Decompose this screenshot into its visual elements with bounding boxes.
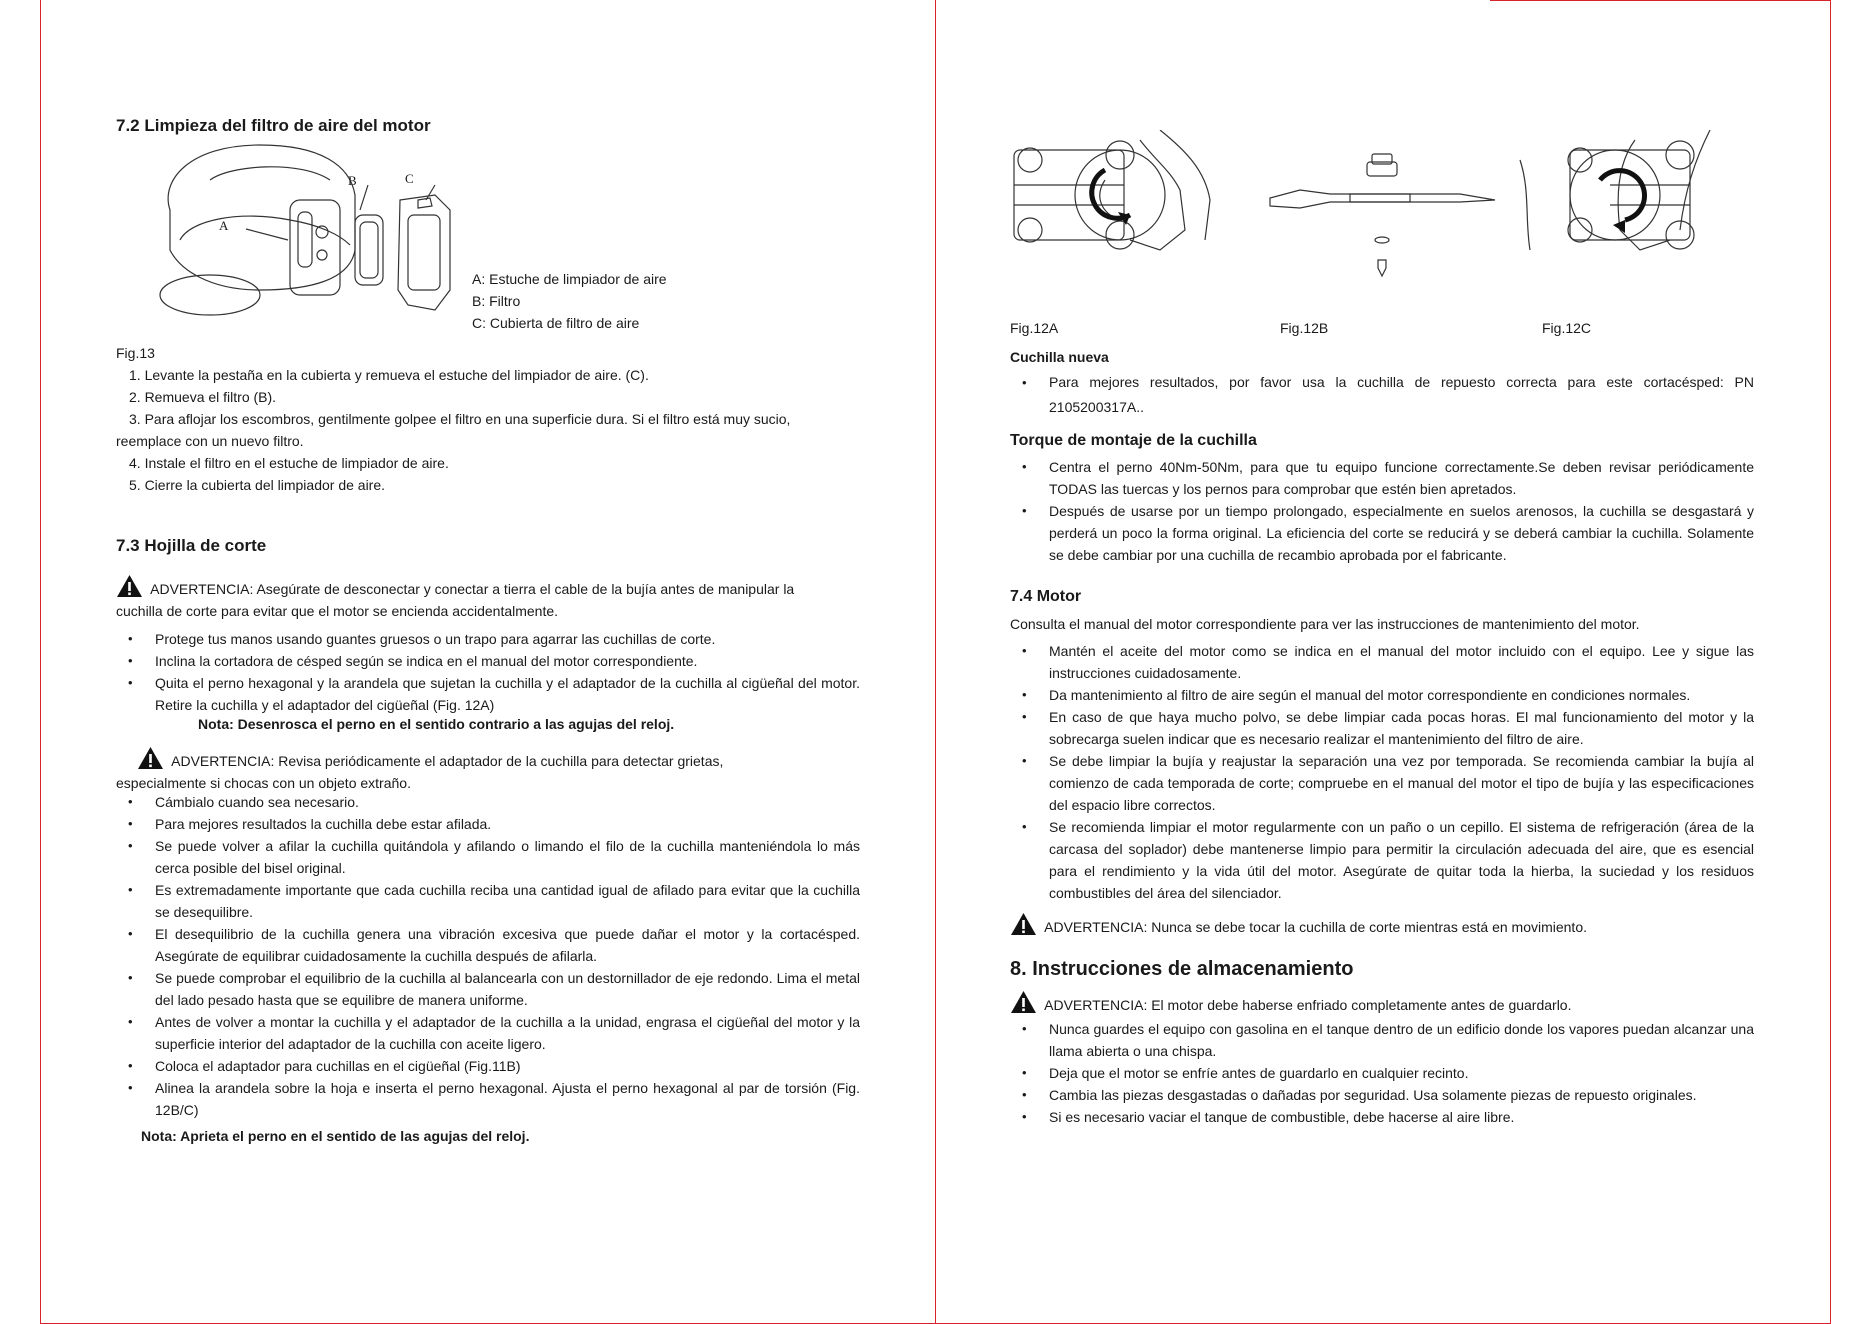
warning-2 bbox=[116, 746, 860, 794]
list-item: • Da mantenimiento al filtro de aire según el manual del motor correspondiente en condiciones normales. bbox=[1010, 684, 1754, 706]
step-3-cont: reemplace con un nuevo filtro. bbox=[116, 433, 304, 449]
fig-12b-illustration bbox=[1260, 150, 1500, 290]
list-item: • Cambia las piezas desgastadas o dañadas por seguridad. Usa solamente piezas de repuesto originales. bbox=[1010, 1084, 1754, 1106]
fig-12a-illustration bbox=[1010, 130, 1250, 260]
list-item: • Se puede comprobar el equilibrio de la cuchilla al balancearla con un destornillador de eje redondo. Lima el metal del lado pesado hasta que se equilibre de manera uniforme. bbox=[116, 967, 860, 1011]
motor-intro: Consulta el manual del motor correspondiente para ver las instrucciones de mantenimiento del motor. bbox=[1010, 616, 1640, 632]
warning-icon bbox=[137, 746, 164, 770]
list-item: • Para mejores resultados la cuchilla debe estar afilada. bbox=[116, 813, 860, 835]
list-item: • Después de usarse por un tiempo prolongado, especialmente en suelos arenosos, la cuchilla se desgastará y perderá un poco la forma original. La eficiencia del corte se reducirá y se deberá cambiar la cuchilla. Solamente se debe cambiar por una cuchilla de recambio aprobada por el fabricante. bbox=[1010, 500, 1754, 566]
caption-a: A: Estuche de limpiador de aire bbox=[472, 271, 667, 287]
warning-icon bbox=[116, 574, 143, 598]
air-filter-figure bbox=[150, 140, 470, 320]
step-1: 1. Levante la pestaña en la cubierta y remueva el estuche del limpiador de aire. (C). bbox=[129, 367, 649, 383]
top-border-line bbox=[1490, 0, 1831, 1]
fig-12c-illustration bbox=[1510, 130, 1750, 260]
list-item: • Se debe limpiar la bujía y reajustar la separación una vez por temporada. Se recomienda cambiar la bujía al comienzo de cada temporada de corte; compruebe en el manual del motor el tipo de bujía y las especificaciones del espacio libre correctos. bbox=[1010, 750, 1754, 816]
step-2: 2. Remueva el filtro (B). bbox=[129, 389, 277, 405]
list-item: • El desequilibrio de la cuchilla genera una vibración excesiva que puede dañar el motor y la cortacésped. Asegúrate de equilibrar cuidadosamente la cuchilla después de afilarla. bbox=[116, 923, 860, 967]
air-filter-steps bbox=[116, 364, 869, 496]
fig-12a-label: Fig.12A bbox=[1010, 320, 1059, 336]
fig-letter-c: C bbox=[405, 171, 414, 186]
list-item: • Quita el perno hexagonal y la arandela que sujetan la cuchilla y el adaptador de la cuchilla al cigüeñal del motor. Retire la cuchilla y el adaptador del cigüeñal (Fig. 12A) bbox=[116, 672, 860, 716]
list-item: • Coloca el adaptador para cuchillas en el cigüeñal (Fig.11B) bbox=[116, 1055, 860, 1077]
list-item: • Inclina la cortadora de césped según se indica en el manual del motor correspondiente. bbox=[116, 650, 860, 672]
fig-letter-a: A bbox=[219, 218, 229, 233]
warning-2-cont: especialmente si chocas con un objeto extraño. bbox=[116, 775, 411, 791]
fig-13-captions bbox=[472, 268, 667, 334]
motor-bullets bbox=[1010, 640, 1754, 904]
list-item: • Antes de volver a montar la cuchilla y el adaptador de la cuchilla a la unidad, engrasa el cigüeñal del motor y la superficie interior del adaptador de la cuchilla con aceite ligero. bbox=[116, 1011, 860, 1055]
warning-icon bbox=[1010, 990, 1037, 1014]
list-item: • Nunca guardes el equipo con gasolina en el tanque dentro de un edificio donde los vapores puedan alcanzar una llama abierta o una chispa. bbox=[1010, 1018, 1754, 1062]
list-item: • Cámbialo cuando sea necesario. bbox=[116, 791, 860, 813]
torque-title: Torque de montaje de la cuchilla bbox=[1010, 432, 1257, 449]
list-item: • Se puede volver a afilar la cuchilla quitándola y afilando o limando el filo de la cuchilla manteniéndola lo más cerca posible del bisel original. bbox=[116, 835, 860, 879]
blade-bullets-1 bbox=[116, 628, 860, 716]
warning-1-text: ADVERTENCIA: Asegúrate de desconectar y conectar a tierra el cable de la bujía antes de manipular la bbox=[150, 581, 795, 597]
list-item: • Se recomienda limpiar el motor regularmente con un paño o un cepillo. El sistema de refrigeración (área de la carcasa del soplador) debe mantenerse limpio para permitir la circulación adecuada del aire, que es esencial para el rendimiento y la vida útil del motor. Asegúrate de quitar toda la hierba, la suciedad y los residuos combustibles del área del silenciador. bbox=[1010, 816, 1754, 904]
list-item: • Mantén el aceite del motor como se indica en el manual del motor incluido con el equipo. Lee y sigue las instrucciones cuidadosamente. bbox=[1010, 640, 1754, 684]
list-item: • Protege tus manos usando guantes gruesos o un trapo para agarrar las cuchillas de corte. bbox=[116, 628, 860, 650]
list-item: • En caso de que haya mucho polvo, se debe limpiar cada pocas horas. El mal funcionamiento del motor y la sobrecarga suelen indicar que es necesario realizar el mantenimiento del filtro de aire. bbox=[1010, 706, 1754, 750]
motor-warning-text: ADVERTENCIA: Nunca se debe tocar la cuchilla de corte mientras está en movimiento. bbox=[1044, 919, 1588, 935]
list-item: • Es extremadamente importante que cada cuchilla reciba una cantidad igual de afilado para evitar que la cuchilla se desequilibre. bbox=[116, 879, 860, 923]
section-7-3-title: 7.3 Hojilla de corte bbox=[116, 536, 267, 555]
list-item: • Si es necesario vaciar el tanque de combustible, debe hacerse al aire libre. bbox=[1010, 1106, 1754, 1128]
step-3: 3. Para aflojar los escombros, gentilmente golpee el filtro en una superficie dura. Si el filtro está muy sucio, bbox=[129, 411, 791, 427]
storage-bullets bbox=[1010, 1018, 1754, 1128]
blade-bullets-2 bbox=[116, 791, 860, 1121]
motor-warning bbox=[1010, 912, 1587, 938]
list-item: • Alinea la arandela sobre la hoja e inserta el perno hexagonal. Ajusta el perno hexagonal al par de torsión (Fig. 12B/C) bbox=[116, 1077, 860, 1121]
page-divider bbox=[935, 0, 936, 1324]
fig-letter-b: B bbox=[348, 173, 357, 188]
list-item: • Centra el perno 40Nm-50Nm, para que tu equipo funcione correctamente.Se deben revisar periódicamente TODAS las tuercas y los pernos para comprobar que estén bien apretados. bbox=[1010, 456, 1754, 500]
fig-12c-label: Fig.12C bbox=[1542, 320, 1592, 336]
page-border-right bbox=[1830, 0, 1831, 1324]
section-7-2-title: 7.2 Limpieza del filtro de aire del motor bbox=[116, 116, 431, 135]
caption-b: B: Filtro bbox=[472, 293, 521, 309]
list-item: • Deja que el motor se enfríe antes de guardarlo en cualquier recinto. bbox=[1010, 1062, 1754, 1084]
note-unscrew: Nota: Desenrosca el perno en el sentido contrario a las agujas del reloj. bbox=[198, 716, 675, 732]
fig-12b-label: Fig.12B bbox=[1280, 320, 1329, 336]
page-border-left bbox=[40, 0, 41, 1324]
caption-c: C: Cubierta de filtro de aire bbox=[472, 315, 640, 331]
list-item: • Para mejores resultados, por favor usa la cuchilla de repuesto correcta para este cortacésped: PN 2105200317A.. bbox=[1010, 370, 1754, 420]
fig-13-label: Fig.13 bbox=[116, 345, 155, 361]
section-8-title: 8. Instrucciones de almacenamiento bbox=[1010, 958, 1354, 980]
step-4: 4. Instale el filtro en el estuche de limpiador de aire. bbox=[129, 455, 449, 471]
step-5: 5. Cierre la cubierta del limpiador de aire. bbox=[129, 477, 386, 493]
warning-1 bbox=[116, 574, 860, 622]
warning-1-cont: cuchilla de corte para evitar que el motor se encienda accidentalmente. bbox=[116, 603, 559, 619]
new-blade-title: Cuchilla nueva bbox=[1010, 349, 1109, 365]
new-blade-bullets bbox=[1010, 370, 1754, 420]
storage-warning bbox=[1010, 990, 1571, 1016]
section-7-4-title: 7.4 Motor bbox=[1010, 588, 1082, 605]
warning-icon bbox=[1010, 912, 1037, 936]
torque-bullets bbox=[1010, 456, 1754, 566]
note-tighten: Nota: Aprieta el perno en el sentido de las agujas del reloj. bbox=[141, 1128, 530, 1144]
storage-warning-text: ADVERTENCIA: El motor debe haberse enfriado completamente antes de guardarlo. bbox=[1044, 997, 1572, 1013]
warning-2-text: ADVERTENCIA: Revisa periódicamente el adaptador de la cuchilla para detectar grietas, bbox=[171, 753, 724, 769]
